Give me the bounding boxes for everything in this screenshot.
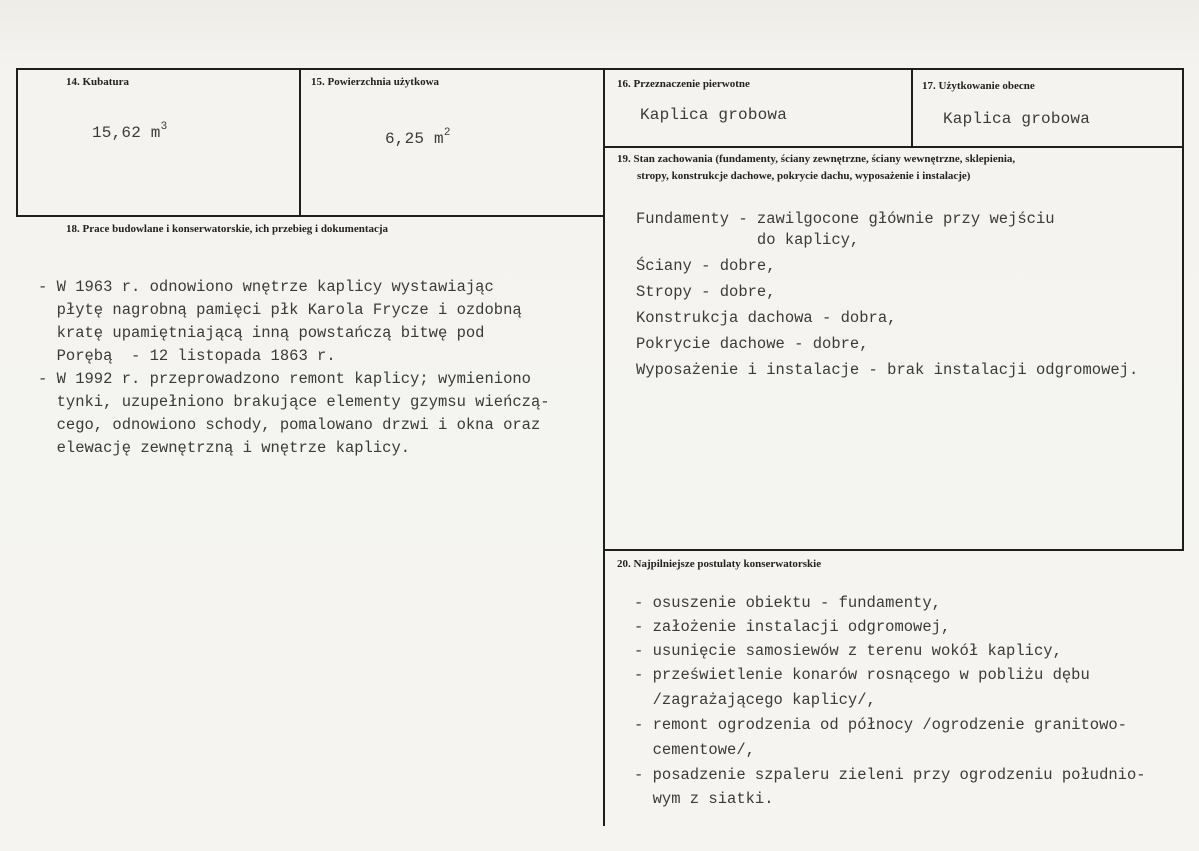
postulat-line: - osuszenie obiektu - fundamenty,: [634, 594, 941, 612]
prace-line: cego, odnowiono schody, pomalowano drzwi i okna oraz: [38, 416, 541, 434]
prace-line: - W 1963 r. odnowiono wnętrze kaplicy wystawiając: [38, 278, 494, 296]
divider-20: [604, 549, 1184, 551]
postulat-line: - remont ogrodzenia od północy /ogrodzenie granitowo-: [634, 716, 1127, 734]
postulat-line: cementowe/,: [634, 741, 755, 759]
postulat-line: - założenie instalacji odgromowej,: [634, 618, 951, 636]
value-kubatura: 15,62 $m^3$: [92, 121, 168, 142]
stan-line: Stropy - dobre,: [636, 283, 776, 301]
label-stan-zachowania-2: stropy, konstrukcje dachowe, pokrycie dachu, wyposażenie i instalacje): [637, 170, 971, 182]
text-prace: [38, 276, 550, 460]
vertical-14-15: [299, 68, 301, 217]
prace-line: Porębą - 12 listopada 1863 r.: [38, 347, 336, 365]
stan-line: Ściany - dobre,: [636, 257, 776, 275]
prace-line: płytę nagrobną pamięci płk Karola Frycze i ozdobną: [38, 301, 522, 319]
label-postulaty: 20. Najpilniejsze postulaty konserwatorskie: [617, 558, 822, 570]
postulat-line: wym z siatki.: [634, 790, 774, 808]
vertical-16-17: [911, 68, 913, 148]
stan-line: Pokrycie dachowe - dobre,: [636, 335, 869, 353]
label-przeznaczenie: 16. Przeznaczenie pierwotne: [617, 78, 750, 90]
postulat-line: - posadzenie szpaleru zieleni przy ogrodzeniu południo-: [634, 766, 1146, 784]
vertical-right: [1182, 68, 1184, 551]
prace-line: elewację zewnętrzną i wnętrze kaplicy.: [38, 439, 411, 457]
value-uzytkowanie: Kaplica grobowa: [943, 110, 1091, 128]
top-border: [16, 68, 1184, 70]
postulat-line: - prześwietlenie konarów rosnącego w pobliżu dębu: [634, 666, 1090, 684]
row1-bottom-right: [604, 146, 1184, 148]
label-prace: 18. Prace budowlane i konserwatorskie, ich przebieg i dokumentacja: [66, 223, 389, 235]
label-stan-zachowania-1: 19. Stan zachowania (fundamenty, ściany zewnętrzne, ściany wewnętrzne, sklepienia,: [617, 153, 1016, 165]
stan-line: Konstrukcja dachowa - dobra,: [636, 309, 897, 327]
prace-line: kratę upamiętniającą inną powstańczą bitwę pod: [38, 324, 485, 342]
postulat-line: /zagrażającego kaplicy/,: [634, 691, 876, 709]
label-kubatura: 14. Kubatura: [66, 76, 129, 88]
vertical-center: [603, 68, 605, 826]
prace-line: - W 1992 r. przeprowadzono remont kaplicy; wymieniono: [38, 370, 531, 388]
label-uzytkowanie: 17. Użytkowanie obecne: [922, 80, 1035, 92]
vertical-left: [16, 68, 18, 217]
value-powierzchnia: 6,25 $m^2$: [385, 127, 451, 148]
stan-line: Wyposażenie i instalacje - brak instalacji odgromowej.: [636, 361, 1139, 379]
stan-line: Fundamenty - zawilgocone głównie przy wejściu: [636, 210, 1055, 228]
text-postulaty: [634, 591, 1146, 811]
row1-bottom-left: [16, 215, 604, 217]
value-przeznaczenie: Kaplica grobowa: [640, 106, 788, 124]
postulat-line: - usunięcie samosiewów z terenu wokół kaplicy,: [634, 642, 1062, 660]
label-powierzchnia: 15. Powierzchnia użytkowa: [311, 76, 440, 88]
text-stan-zachowania: [636, 208, 1138, 383]
stan-line: do kaplicy,: [636, 231, 860, 249]
prace-line: tynki, uzupełniono brakujące elementy gzymsu wieńczą-: [38, 393, 550, 411]
